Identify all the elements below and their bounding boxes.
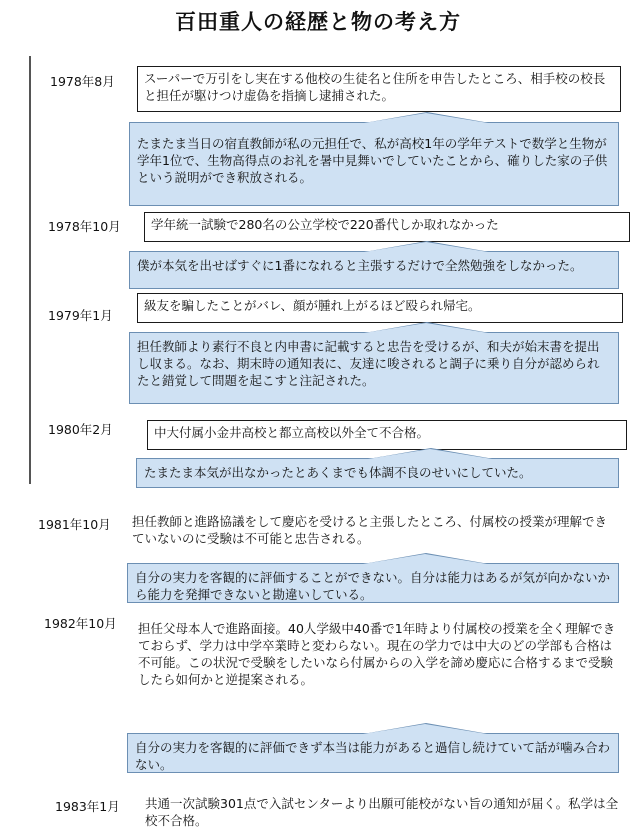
note-callout xyxy=(127,563,619,603)
note-callout xyxy=(129,251,619,289)
callout-pointer xyxy=(364,323,488,333)
timeline-line xyxy=(29,56,31,484)
note-text: 自分の実力を客観的に評価することができない。自分は能力はあるが気が向かないから能力を発揮できないと勘違いしている。 xyxy=(135,570,611,602)
page-title: 百田重人の経歴と物の考え方 xyxy=(175,10,461,34)
note-callout xyxy=(136,458,619,488)
entry-date: 1979年1月 xyxy=(48,308,113,323)
event-box: スーパーで万引をし実在する他校の生徒名と住所を申告したところ、相手校の校長と担任が駆けつけ虚偽を指摘し逮捕された。 xyxy=(137,66,621,112)
event-text: 担任教師と進路協議をして慶応を受けると主張したところ、付属校の授業が理解できていないのに受験は不可能と忠告される。 xyxy=(132,514,608,546)
note-callout xyxy=(129,332,619,404)
event-box: 中大付属小金井高校と都立高校以外全て不合格。 xyxy=(147,420,627,450)
note-text: 自分の実力を客観的に評価できず本当は能力があると過信し続けていて話が噛み合わない。 xyxy=(135,740,611,772)
note-text: たまたま当日の宿直教師が私の元担任で、私が高校1年の学年テストで数学と生物が学年1位で、生物高得点のお礼を暑中見舞いでしていたことから、確りした家の子供という説明ができ釈放される。 xyxy=(137,136,608,185)
note-text: 僕が本気を出せばすぐに1番になれると主張するだけで全然勉強をしなかった。 xyxy=(137,258,583,273)
callout-pointer xyxy=(364,242,488,252)
event-box: 級友を騙したことがバレ、顔が腫れ上がるほど殴られ帰宅。 xyxy=(137,293,623,323)
entry-date: 1978年10月 xyxy=(48,219,121,234)
event-text: 担任父母本人で進路面接。40人学級中40番で1年時より付属校の授業を全く理解できておらず、学力は中学卒業時と変わらない。現在の学力では中大のどの学部も合格は不可能。この状況で受験をしたいなら付属からの入学を諦め慶応に合格するまで受験したら如何かと逆提案される。 xyxy=(138,621,616,687)
callout-pointer xyxy=(368,449,492,459)
note-text: 担任教師より素行不良と内申書に記載すると忠告を受けるが、和夫が始末書を提出し収まる。なお、期末時の通知表に、友達に唆されると調子に乗り自分が認められたと錯覚して問題を起こすと注記された。 xyxy=(137,339,600,388)
event-text: 共通一次試験301点で入試センターより出願可能校がない旨の通知が届く。私学は全校不合格。 xyxy=(145,796,619,828)
callout-pointer xyxy=(364,113,488,123)
entry-date: 1983年1月 xyxy=(55,799,120,814)
note-callout xyxy=(129,122,619,206)
note-callout xyxy=(127,733,619,773)
entry-date: 1980年2月 xyxy=(48,422,113,437)
event-box: 学年統一試験で280名の公立学校で220番代しか取れなかった xyxy=(144,212,630,242)
entry-date: 1978年8月 xyxy=(50,74,115,89)
entry-date: 1982年10月 xyxy=(44,616,117,631)
callout-pointer xyxy=(363,554,487,564)
callout-pointer xyxy=(363,724,487,734)
entry-date: 1981年10月 xyxy=(38,517,111,532)
note-text: たまたま本気が出なかったとあくまでも体調不良のせいにしていた。 xyxy=(144,465,532,480)
